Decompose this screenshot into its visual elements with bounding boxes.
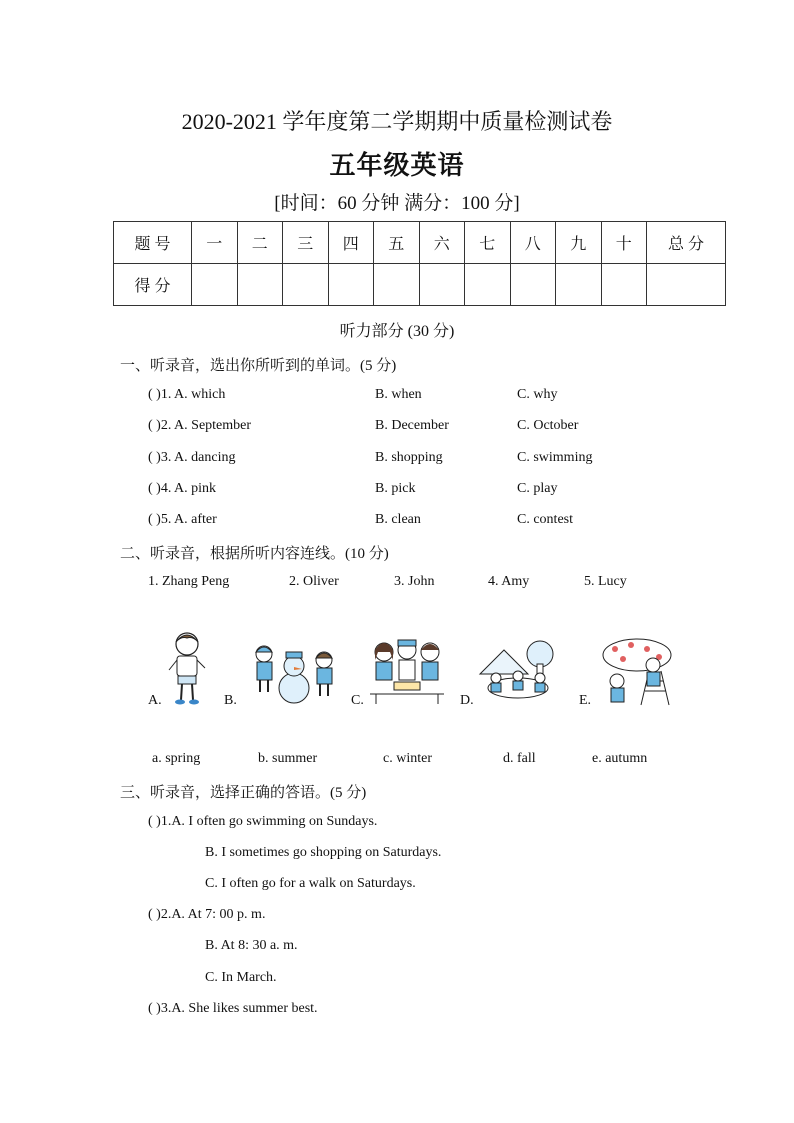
picnic-illustration	[478, 638, 560, 704]
s2-season-b: b. summer	[258, 751, 318, 766]
s2-name-5: 5. Lucy	[584, 574, 627, 589]
listening-header: 听力部分 (30 分)	[339, 323, 455, 340]
s3-q3-a: ( )3.A. She likes summer best.	[148, 1001, 318, 1016]
score-cell[interactable]	[419, 264, 465, 306]
score-cell[interactable]	[283, 264, 329, 306]
score-col-10: 十	[601, 222, 647, 264]
s1-q3-prefix: ( )3. A. dancing	[148, 450, 236, 465]
exam-info: [时间：60 分钟 满分：100 分]	[274, 193, 520, 214]
s3-q2-c: C. In March.	[205, 970, 277, 985]
question-number-label: 题 号	[114, 222, 192, 264]
s2-name-4: 4. Amy	[488, 574, 530, 589]
apple-picking-illustration	[601, 637, 673, 707]
s1-q3-b: B. shopping	[375, 450, 443, 465]
picture-label-e: E.	[579, 693, 592, 708]
s3-q1-b: B. I sometimes go shopping on Saturdays.	[205, 845, 442, 860]
s1-q5-prefix: ( )5. A. after	[148, 512, 217, 527]
s1-q1-c: C. why	[517, 387, 558, 402]
score-cell[interactable]	[192, 264, 238, 306]
picture-label-b: B.	[224, 693, 237, 708]
winter-snowman-illustration	[246, 640, 344, 706]
score-table-score-row	[114, 264, 726, 306]
s1-q5-c: C. contest	[517, 512, 573, 527]
exam-title: 2020-2021 学年度第二学期期中质量检测试卷	[181, 109, 613, 134]
score-col-3: 三	[283, 222, 329, 264]
score-cell[interactable]	[510, 264, 556, 306]
score-col-2: 二	[237, 222, 283, 264]
s3-q1-a: ( )1.A. I often go swimming on Sundays.	[148, 814, 378, 829]
score-col-4: 四	[328, 222, 374, 264]
section3-title: 三、听录音，选择正确的答语。(5 分)	[120, 785, 367, 801]
s1-q3-c: C. swimming	[517, 450, 593, 465]
score-col-5: 五	[374, 222, 420, 264]
boy-spring-illustration	[165, 630, 210, 706]
s3-q2-a: ( )2.A. At 7: 00 p. m.	[148, 907, 266, 922]
picture-label-a: A.	[148, 693, 162, 708]
s1-q2-c: C. October	[517, 418, 579, 433]
s1-q1-prefix: ( )1. A. which	[148, 387, 226, 402]
s2-season-e: e. autumn	[592, 751, 648, 766]
exam-subtitle: 五年级英语	[329, 151, 465, 180]
s1-q1-b: B. when	[375, 387, 422, 402]
s2-season-c: c. winter	[383, 751, 432, 766]
score-table	[113, 221, 726, 306]
s1-q4-prefix: ( )4. A. pink	[148, 481, 217, 496]
score-cell[interactable]	[237, 264, 283, 306]
score-cell[interactable]	[556, 264, 602, 306]
total-score-cell[interactable]	[647, 264, 726, 306]
section1-title: 一、听录音，选出你所听到的单词。(5 分)	[120, 358, 397, 374]
section2-title: 二、听录音，根据所听内容连线。(10 分)	[120, 546, 389, 562]
score-col-7: 七	[465, 222, 511, 264]
s1-q4-b: B. pick	[375, 481, 416, 496]
score-cell[interactable]	[601, 264, 647, 306]
s1-q2-b: B. December	[375, 418, 449, 433]
score-cell[interactable]	[328, 264, 374, 306]
score-cell[interactable]	[465, 264, 511, 306]
s2-name-3: 3. John	[394, 574, 435, 589]
s2-season-a: a. spring	[152, 751, 201, 766]
score-col-8: 八	[510, 222, 556, 264]
s1-q4-c: C. play	[517, 481, 558, 496]
birthday-cake-illustration	[368, 636, 446, 706]
score-cell[interactable]	[374, 264, 420, 306]
s3-q1-c: C. I often go for a walk on Saturdays.	[205, 876, 416, 891]
s1-q2-prefix: ( )2. A. September	[148, 418, 252, 433]
s3-q2-b: B. At 8: 30 a. m.	[205, 938, 298, 953]
score-col-9: 九	[556, 222, 602, 264]
picture-label-d: D.	[460, 693, 474, 708]
s2-season-d: d. fall	[503, 751, 536, 766]
score-col-1: 一	[192, 222, 238, 264]
score-row-label: 得 分	[114, 264, 192, 306]
total-label: 总 分	[647, 222, 726, 264]
score-col-6: 六	[419, 222, 465, 264]
s1-q5-b: B. clean	[375, 512, 421, 527]
s2-name-1: 1. Zhang Peng	[148, 574, 230, 589]
score-table-header-row	[114, 222, 726, 264]
picture-label-c: C.	[351, 693, 364, 708]
s2-name-2: 2. Oliver	[289, 574, 339, 589]
